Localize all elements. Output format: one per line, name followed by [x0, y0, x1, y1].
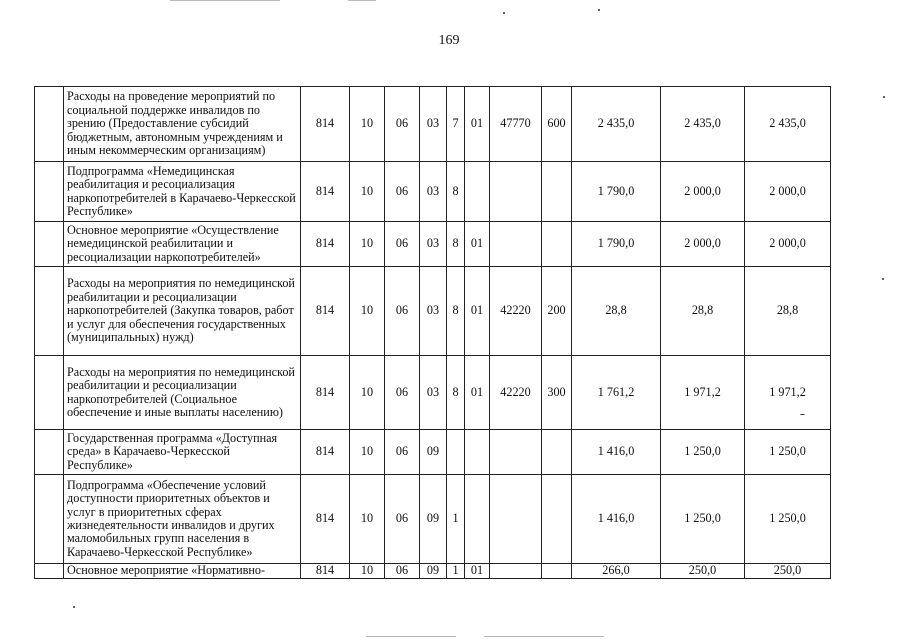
ministry-code: 814 [301, 356, 350, 430]
ministry-code: 814 [301, 564, 350, 579]
subsection-code: 06 [385, 87, 420, 162]
expense-type-code [542, 162, 572, 222]
expense-type-code: 300 [542, 356, 572, 430]
ministry-code: 814 [301, 162, 350, 222]
table-row [35, 430, 831, 475]
section-code: 10 [350, 356, 385, 430]
row-margin-cell [35, 475, 64, 564]
amount-1: 1 416,0 [572, 475, 661, 564]
amount-2: 250,0 [661, 564, 745, 579]
amount-2: 2 435,0 [661, 87, 745, 162]
ministry-code: 814 [301, 222, 350, 267]
scan-speck [882, 278, 884, 280]
row-margin-cell [35, 267, 64, 356]
event-code: 01 [465, 356, 490, 430]
event-code: 01 [465, 564, 490, 579]
subsection-code: 06 [385, 267, 420, 356]
event-code: 01 [465, 267, 490, 356]
row-margin-cell [35, 87, 64, 162]
subprogram-code: 8 [447, 356, 465, 430]
direction-code [490, 430, 542, 475]
expense-type-code [542, 475, 572, 564]
table-row [35, 267, 831, 356]
amount-3: 2 435,0 [745, 87, 831, 162]
amount-3: 2 000,0 [745, 222, 831, 267]
event-code [465, 430, 490, 475]
event-code [465, 475, 490, 564]
amount-3: 1 250,0 [745, 430, 831, 475]
subprogram-code: 8 [447, 222, 465, 267]
amount-3: 28,8 [745, 267, 831, 356]
row-margin-cell [35, 564, 64, 579]
expense-type-code: 200 [542, 267, 572, 356]
amount-3: 250,0 [745, 564, 831, 579]
amount-1: 28,8 [572, 267, 661, 356]
expense-type-code [542, 222, 572, 267]
subsection-code: 06 [385, 475, 420, 564]
section-code: 10 [350, 162, 385, 222]
expense-type-code: 600 [542, 87, 572, 162]
row-name: Государственная программа «Доступная среда» в Карачаево-Черкесской Республике» [64, 430, 301, 475]
direction-code [490, 564, 542, 579]
ministry-code: 814 [301, 87, 350, 162]
direction-code: 47770 [490, 87, 542, 162]
scan-artifact-line [170, 0, 280, 1]
direction-code: 42220 [490, 267, 542, 356]
program-code: 03 [420, 267, 447, 356]
page-number: 169 [438, 33, 460, 48]
row-margin-cell [35, 430, 64, 475]
row-name: Расходы на мероприятия по немедицинской реабилитации и ресоциализации наркопотребителей (Социальное обеспечение и иные выплаты населению) [64, 356, 301, 430]
subprogram-code: 8 [447, 162, 465, 222]
amount-1: 266,0 [572, 564, 661, 579]
subsection-code: 06 [385, 222, 420, 267]
table-row [35, 475, 831, 564]
row-name: Основное мероприятие «Осуществление немедицинской реабилитации и ресоциализации наркопотребителей» [64, 222, 301, 267]
ministry-code: 814 [301, 267, 350, 356]
program-code: 03 [420, 162, 447, 222]
row-name: Расходы на мероприятия по немедицинской реабилитации и ресоциализации наркопотребителей (Закупка товаров, работ и услуг для обеспечения государственных (муниципальных) нужд) [64, 267, 301, 356]
row-name: Подпрограмма «Обеспечение условий доступности приоритетных объектов и услуг в приоритетных сферах жизнедеятельности инвалидов и других маломобильных групп населения в Карачаево-Черкесской Республике» [64, 475, 301, 564]
section-code: 10 [350, 430, 385, 475]
amount-3: 1 250,0 [745, 475, 831, 564]
table-row [35, 162, 831, 222]
amount-2: 2 000,0 [661, 222, 745, 267]
program-code: 09 [420, 430, 447, 475]
amount-2: 1 971,2 [661, 356, 745, 430]
row-margin-cell [35, 162, 64, 222]
direction-code [490, 475, 542, 564]
expense-type-code [542, 430, 572, 475]
section-code: 10 [350, 564, 385, 579]
table-row [35, 222, 831, 267]
ministry-code: 814 [301, 430, 350, 475]
row-name: Подпрограмма «Немедицинская реабилитация и ресоциализация наркопотребителей в Карачаево-Черкесской Республике» [64, 162, 301, 222]
program-code: 09 [420, 564, 447, 579]
amount-1: 2 435,0 [572, 87, 661, 162]
amount-3: 2 000,0 [745, 162, 831, 222]
subprogram-code [447, 430, 465, 475]
table-row [35, 87, 831, 162]
amount-3: 1 971,2 [745, 356, 831, 430]
amount-1: 1 416,0 [572, 430, 661, 475]
event-code: 01 [465, 87, 490, 162]
subsection-code: 06 [385, 430, 420, 475]
event-code [465, 162, 490, 222]
event-code: 01 [465, 222, 490, 267]
subprogram-code: 8 [447, 267, 465, 356]
section-code: 10 [350, 87, 385, 162]
scan-speck [800, 414, 805, 415]
amount-1: 1 761,2 [572, 356, 661, 430]
subprogram-code: 1 [447, 475, 465, 564]
budget-table [34, 86, 831, 579]
subsection-code: 06 [385, 356, 420, 430]
table-row [35, 356, 831, 430]
program-code: 03 [420, 222, 447, 267]
program-code: 03 [420, 87, 447, 162]
subprogram-code: 1 [447, 564, 465, 579]
section-code: 10 [350, 475, 385, 564]
amount-1: 1 790,0 [572, 222, 661, 267]
scan-speck [598, 9, 600, 11]
section-code: 10 [350, 222, 385, 267]
row-margin-cell [35, 222, 64, 267]
amount-2: 2 000,0 [661, 162, 745, 222]
expense-type-code [542, 564, 572, 579]
row-name: Основное мероприятие «Нормативно- [64, 564, 301, 579]
ministry-code: 814 [301, 475, 350, 564]
table-row [35, 564, 831, 579]
scan-artifact-line [348, 0, 376, 1]
amount-2: 1 250,0 [661, 475, 745, 564]
scan-artifact-line [484, 636, 604, 637]
program-code: 03 [420, 356, 447, 430]
direction-code [490, 222, 542, 267]
subsection-code: 06 [385, 162, 420, 222]
scan-speck [73, 606, 75, 608]
section-code: 10 [350, 267, 385, 356]
amount-1: 1 790,0 [572, 162, 661, 222]
scan-speck [503, 12, 505, 14]
direction-code [490, 162, 542, 222]
scan-speck [883, 96, 885, 98]
row-margin-cell [35, 356, 64, 430]
subsection-code: 06 [385, 564, 420, 579]
subprogram-code: 7 [447, 87, 465, 162]
amount-2: 28,8 [661, 267, 745, 356]
row-name: Расходы на проведение мероприятий по социальной поддержке инвалидов по зрению (Предоставление субсидий бюджетным, автономным учреждениям и иным некоммерческим организациям) [64, 87, 301, 162]
amount-2: 1 250,0 [661, 430, 745, 475]
scan-artifact-line [366, 636, 456, 637]
program-code: 09 [420, 475, 447, 564]
direction-code: 42220 [490, 356, 542, 430]
